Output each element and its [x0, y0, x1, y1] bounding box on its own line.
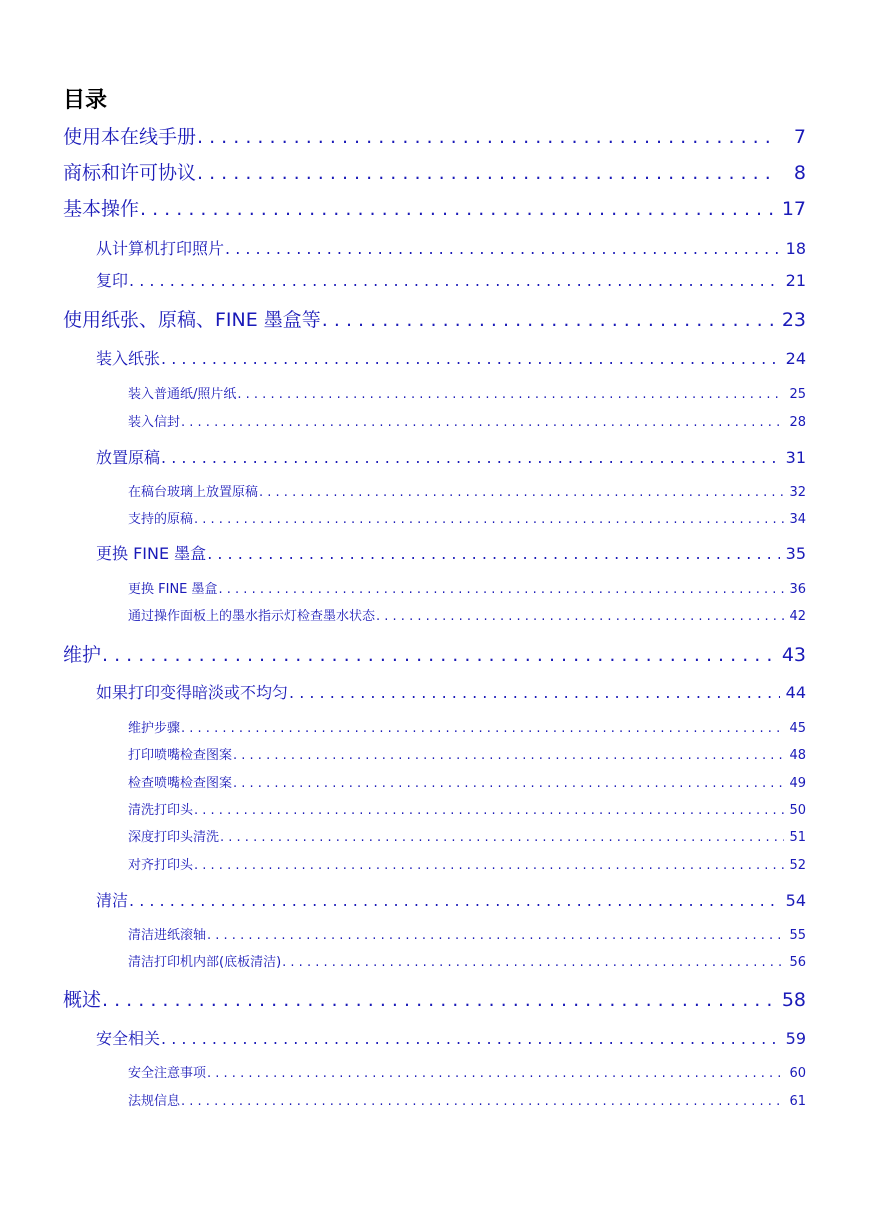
toc-entry-label: 使用本在线手册 [63, 126, 197, 148]
toc-entry[interactable] [128, 484, 806, 502]
toc-entry[interactable] [128, 829, 806, 847]
toc-entry-page: 36 [789, 582, 806, 597]
toc-entry-label: 放置原稿 [96, 448, 161, 467]
toc-title: 目录 [63, 88, 108, 113]
toc-entry[interactable] [96, 682, 806, 704]
toc-entry-label: 维护 [63, 644, 102, 666]
toc-entry[interactable] [63, 124, 806, 150]
toc-entry-page: 25 [789, 387, 806, 402]
toc-entry[interactable] [128, 386, 806, 404]
toc-entry-label: 商标和许可协议 [63, 162, 197, 184]
toc-entry[interactable] [63, 307, 806, 333]
dot-leader [197, 124, 776, 150]
toc-entry-page: 55 [789, 928, 806, 943]
toc-entry[interactable] [63, 160, 806, 186]
dot-leader [102, 987, 776, 1013]
toc-entry[interactable] [128, 775, 806, 793]
toc-entry-page: 59 [785, 1029, 806, 1048]
dot-leader [161, 447, 780, 469]
toc-entry-label: 装入信封 [128, 415, 181, 430]
toc-entry-page: 49 [789, 776, 806, 791]
toc-entry-page: 43 [781, 644, 806, 666]
toc-entry-page: 34 [789, 512, 806, 527]
toc-entry-label: 清洁进纸滚轴 [128, 928, 207, 943]
toc-entry-page: 60 [789, 1066, 806, 1081]
toc-entry-page: 44 [785, 683, 806, 702]
toc-entry-label: 支持的原稿 [128, 512, 194, 527]
toc-entry[interactable] [96, 447, 806, 469]
toc-entry-page: 48 [789, 748, 806, 763]
dot-leader [197, 160, 776, 186]
dot-leader [259, 484, 784, 502]
dot-leader [161, 348, 780, 370]
toc-entry-label: 法规信息 [128, 1094, 181, 1109]
toc-entry-page: 42 [789, 609, 806, 624]
toc-entry[interactable] [128, 414, 806, 432]
toc-entry-label: 清洗打印头 [128, 803, 194, 818]
toc-entry-page: 8 [793, 162, 806, 184]
toc-entry[interactable] [128, 802, 806, 820]
toc-entry[interactable] [96, 270, 806, 292]
dot-leader [181, 1093, 784, 1111]
dot-leader [207, 927, 784, 945]
toc-entry-page: 61 [789, 1094, 806, 1109]
toc-entry-page: 18 [785, 239, 806, 258]
dot-leader [225, 238, 780, 260]
toc-entry-label: 装入普通纸/照片纸 [128, 387, 237, 402]
dot-leader [207, 543, 780, 565]
dot-leader [376, 608, 784, 626]
dot-leader [194, 802, 784, 820]
dot-leader [233, 747, 784, 765]
toc-entry-label: 维护步骤 [128, 721, 181, 736]
toc-entry[interactable] [128, 857, 806, 875]
toc-entry-label: 基本操作 [63, 198, 140, 220]
toc-entry-label: 通过操作面板上的墨水指示灯检查墨水状态 [128, 609, 376, 624]
toc-entry-label: 更换 FINE 墨盒 [96, 544, 207, 563]
dot-leader [181, 414, 784, 432]
toc-entry-label: 使用纸张、原稿、FINE 墨盒等 [63, 309, 321, 331]
toc-entry-label: 更换 FINE 墨盒 [128, 582, 218, 597]
toc-entry[interactable] [63, 642, 806, 668]
toc-entry[interactable] [128, 608, 806, 626]
toc-entry-page: 31 [785, 448, 806, 467]
dot-leader [220, 829, 784, 847]
toc-entry-page: 54 [785, 891, 806, 910]
toc-entry[interactable] [128, 927, 806, 945]
dot-leader [181, 720, 784, 738]
toc-entry-label: 深度打印头清洗 [128, 830, 220, 845]
dot-leader [282, 954, 784, 972]
dot-leader [194, 511, 784, 529]
toc-entry[interactable] [96, 1028, 806, 1050]
toc-entry[interactable] [96, 543, 806, 565]
toc-entry[interactable] [63, 196, 806, 222]
toc-entry-label: 装入纸张 [96, 349, 161, 368]
toc-entry-label: 检查喷嘴检查图案 [128, 776, 233, 791]
toc-entry-page: 58 [781, 989, 806, 1011]
toc-entry-page: 50 [789, 803, 806, 818]
toc-entry-label: 清洁打印机内部(底板清洁) [128, 955, 282, 970]
toc-entry-label: 如果打印变得暗淡或不均匀 [96, 683, 289, 702]
toc-entry[interactable] [128, 581, 806, 599]
toc-entry-page: 52 [789, 858, 806, 873]
toc-entry[interactable] [128, 511, 806, 529]
toc-entry-page: 28 [789, 415, 806, 430]
toc-entry-page: 51 [789, 830, 806, 845]
toc-entry-page: 23 [781, 309, 806, 331]
toc-entry-page: 45 [789, 721, 806, 736]
toc-entry-label: 在稿台玻璃上放置原稿 [128, 485, 259, 500]
dot-leader [237, 386, 784, 404]
toc-entry[interactable] [128, 1065, 806, 1083]
toc-entry[interactable] [96, 348, 806, 370]
dot-leader [219, 581, 784, 599]
dot-leader [207, 1065, 784, 1083]
toc-entry[interactable] [128, 720, 806, 738]
toc-entry-label: 从计算机打印照片 [96, 239, 225, 258]
dot-leader [161, 1028, 780, 1050]
dot-leader [140, 196, 776, 222]
dot-leader [194, 857, 784, 875]
toc-entry-label: 对齐打印头 [128, 858, 194, 873]
toc-entry-label: 复印 [96, 271, 129, 290]
toc-entry[interactable] [96, 238, 806, 260]
toc-entry[interactable] [96, 890, 806, 912]
dot-leader [129, 270, 780, 292]
toc-entry[interactable] [63, 987, 806, 1013]
toc-entry-label: 清洁 [96, 891, 129, 910]
toc-entry[interactable] [128, 954, 806, 972]
toc-entry-page: 32 [789, 485, 806, 500]
dot-leader [102, 642, 776, 668]
toc-entry-page: 17 [781, 198, 806, 220]
toc-entry-label: 概述 [63, 989, 102, 1011]
toc-entry-label: 安全注意事项 [128, 1066, 207, 1081]
dot-leader [129, 890, 780, 912]
dot-leader [322, 307, 776, 333]
toc-entry-page: 56 [789, 955, 806, 970]
dot-leader [289, 682, 780, 704]
toc-entry[interactable] [128, 747, 806, 765]
dot-leader [233, 775, 784, 793]
toc-entry-label: 安全相关 [96, 1029, 161, 1048]
toc-entry[interactable] [128, 1093, 806, 1111]
toc-entry-page: 35 [785, 544, 806, 563]
toc-entry-page: 21 [785, 271, 806, 290]
toc-entry-page: 7 [793, 126, 806, 148]
toc-entry-label: 打印喷嘴检查图案 [128, 748, 233, 763]
toc-entry-page: 24 [785, 349, 806, 368]
